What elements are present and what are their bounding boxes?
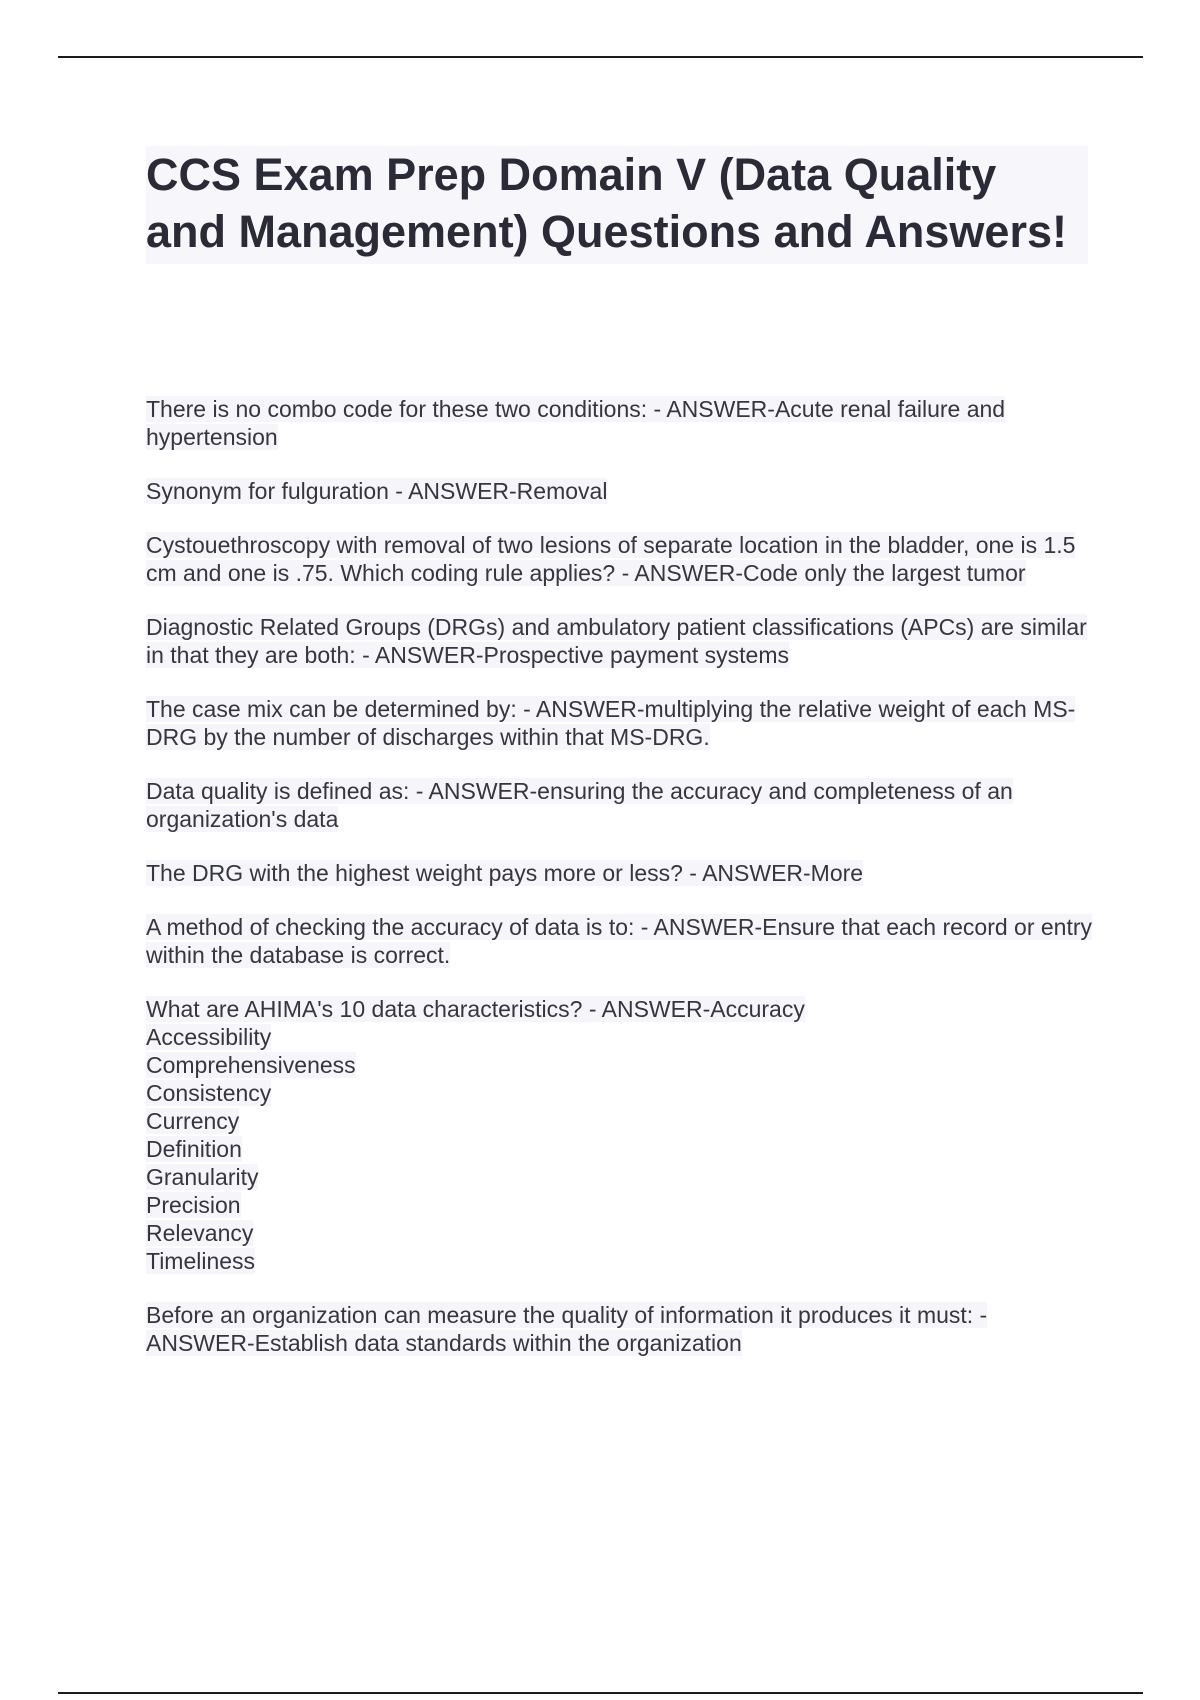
top-rule — [58, 56, 1143, 58]
characteristic-item — [146, 1107, 1096, 1135]
qa-text: The DRG with the highest weight pays more or less? - ANSWER-More — [146, 860, 864, 886]
characteristic-item — [146, 1023, 1096, 1051]
title-block — [146, 146, 1088, 264]
qa-text: ANSWER-Establish data standards within the organization — [146, 1330, 742, 1356]
characteristic-text: Precision — [146, 1192, 241, 1218]
characteristic-text: Definition — [146, 1136, 242, 1162]
bottom-rule — [58, 1692, 1143, 1694]
qa-text: What are AHIMA's 10 data characteristics? - ANSWER-Accuracy — [146, 996, 805, 1022]
qa-question — [146, 995, 1096, 1023]
characteristic-item — [146, 1051, 1096, 1079]
qa-text: Data quality is defined as: - ANSWER-ensuring the accuracy and completeness of an organization's data — [146, 778, 1013, 832]
qa-item-characteristics — [146, 995, 1096, 1275]
characteristic-text: Currency — [146, 1108, 240, 1134]
qa-item — [146, 395, 1096, 451]
qa-item — [146, 613, 1096, 669]
qa-item — [146, 477, 1096, 505]
qa-text: A method of checking the accuracy of data is to: - ANSWER-Ensure that each record or entry within the database is correct. — [146, 914, 1093, 968]
qa-line — [146, 1301, 1096, 1329]
characteristic-text: Granularity — [146, 1164, 259, 1190]
qa-line — [146, 1329, 1096, 1357]
characteristic-item — [146, 1135, 1096, 1163]
qa-item — [146, 913, 1096, 969]
qa-item — [146, 859, 1096, 887]
characteristic-text: Timeliness — [146, 1248, 256, 1274]
characteristic-text: Consistency — [146, 1080, 272, 1106]
qa-item — [146, 531, 1096, 587]
qa-text: Before an organization can measure the quality of information it produces it must: - — [146, 1302, 988, 1328]
qa-text: There is no combo code for these two conditions: - ANSWER-Acute renal failure and hypertension — [146, 396, 1006, 450]
qa-text: The case mix can be determined by: - ANSWER-multiplying the relative weight of each MS-DRG by the number of discharges within that MS-DRG. — [146, 696, 1076, 750]
qa-item-last — [146, 1301, 1096, 1357]
characteristic-item — [146, 1191, 1096, 1219]
qa-item — [146, 777, 1096, 833]
qa-text: Cystouethroscopy with removal of two lesions of separate location in the bladder, one is 1.5 cm and one is .75. Which coding rule applies? - ANSWER-Code only the largest tumor — [146, 532, 1076, 586]
characteristic-item — [146, 1163, 1096, 1191]
document-title: CCS Exam Prep Domain V (Data Quality and Management) Questions and Answers! — [146, 149, 1067, 257]
qa-item — [146, 695, 1096, 751]
characteristic-item — [146, 1079, 1096, 1107]
qa-text: Synonym for fulguration - ANSWER-Removal — [146, 478, 608, 504]
characteristic-item — [146, 1219, 1096, 1247]
characteristic-item — [146, 1247, 1096, 1275]
characteristic-text: Comprehensiveness — [146, 1052, 356, 1078]
qa-list — [146, 395, 1096, 1383]
characteristic-text: Accessibility — [146, 1024, 272, 1050]
qa-text: Diagnostic Related Groups (DRGs) and ambulatory patient classifications (APCs) are similar in that they are both: - ANSWER-Prospective payment systems — [146, 614, 1087, 668]
characteristic-text: Relevancy — [146, 1220, 254, 1246]
